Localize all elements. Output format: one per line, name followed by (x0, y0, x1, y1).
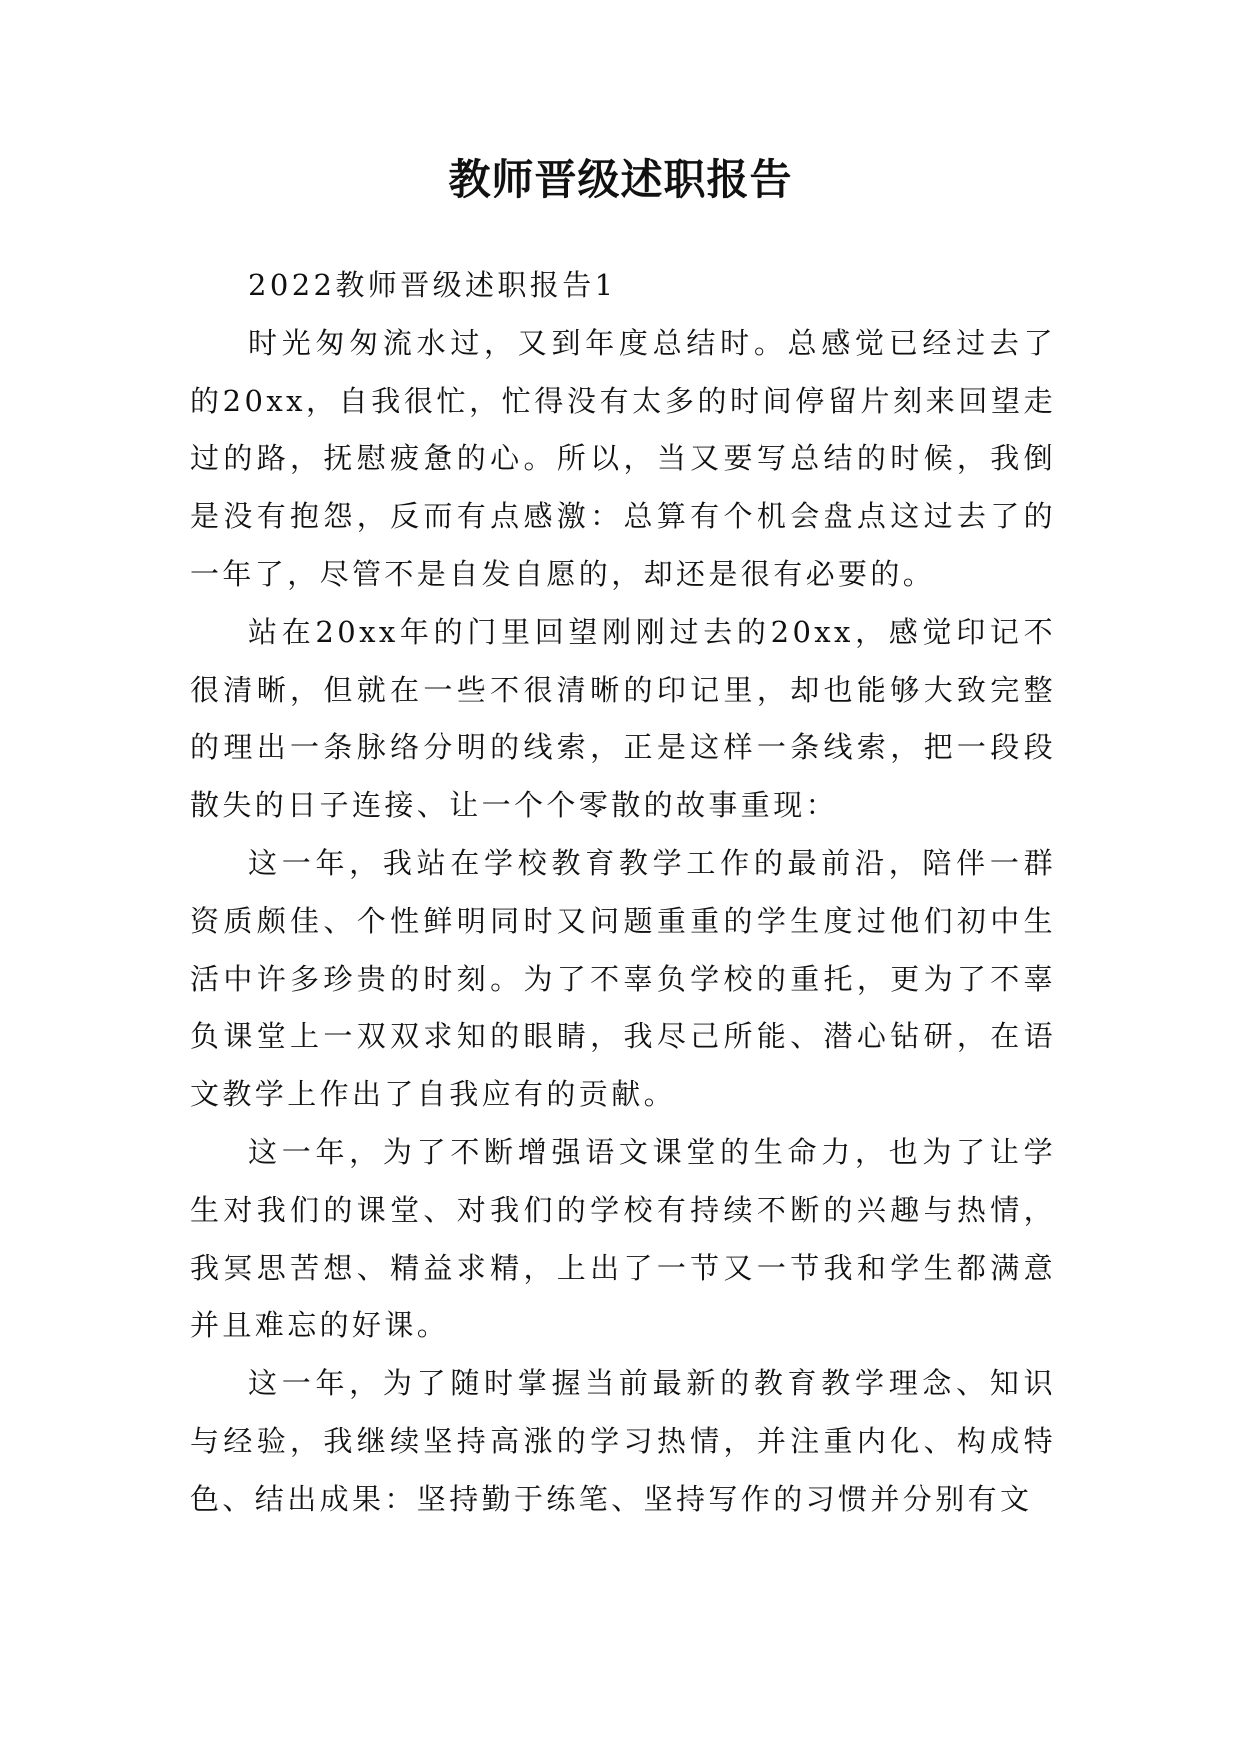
paragraph: 站在20xx年的门里回望刚刚过去的20xx，感觉印记不很清晰，但就在一些不很清晰的印记里，却也能够大致完整的理出一条脉络分明的线索，正是这样一条线索，把一段段散失的日子连接、让一个个零散的故事重现： (190, 614, 1056, 823)
paragraph: 这一年，我站在学校教育教学工作的最前沿，陪伴一群资质颇佳、个性鲜明同时又问题重重的学生度过他们初中生活中许多珍贵的时刻。为了不辜负学校的重托，更为了不辜负课堂上一双双求知的眼睛，我尽己所能、潜心钻研，在语文教学上作出了自我应有的贡献。 (190, 845, 1056, 1112)
paragraph: 这一年，为了不断增强语文课堂的生命力，也为了让学生对我们的课堂、对我们的学校有持续不断的兴趣与热情，我冥思苦想、精益求精，上出了一节又一节我和学生都满意并且难忘的好课。 (190, 1134, 1056, 1343)
document-title: 教师晋级述职报告 (448, 155, 793, 204)
document-body (190, 257, 1056, 1529)
paragraph: 时光匆匆流水过，又到年度总结时。总感觉已经过去了的20xx，自我很忙，忙得没有太多的时间停留片刻来回望走过的路，抚慰疲惫的心。所以，当又要写总结的时候，我倒是没有抱怨，反而有点感激：总算有个机会盘点这过去了的一年了，尽管不是自发自愿的，却还是很有必要的。 (190, 325, 1056, 591)
paragraph-heading: 2022教师晋级述职报告1 (248, 268, 617, 302)
paragraph: 这一年，为了随时掌握当前最新的教育教学理念、知识与经验，我继续坚持高涨的学习热情，并注重内化、构成特色、结出成果：坚持勤于练笔、坚持写作的习惯并分别有文 (190, 1366, 1056, 1516)
